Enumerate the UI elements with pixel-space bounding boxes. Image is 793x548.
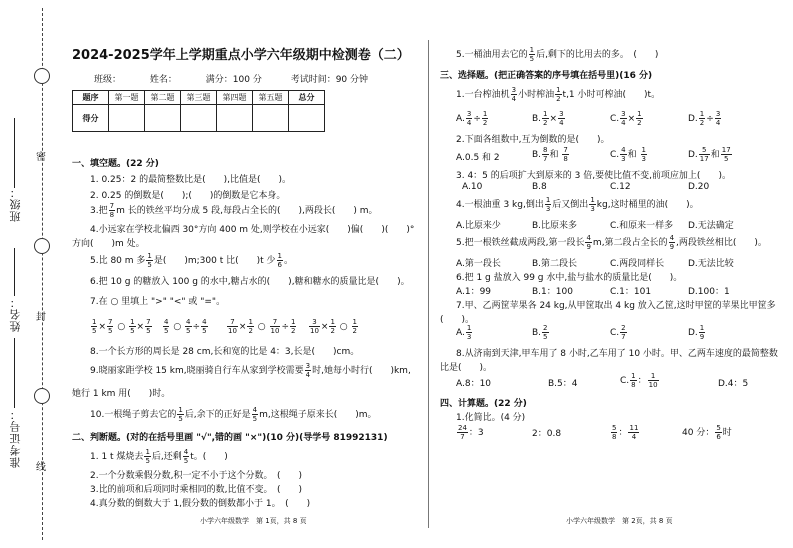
score-cell[interactable] bbox=[109, 105, 145, 132]
choice-3-option-b[interactable]: B.8 bbox=[532, 182, 547, 192]
fraction: $\frac{1}{5}$ bbox=[145, 448, 150, 465]
score-header-cell: 总分 bbox=[289, 91, 325, 105]
calc-item-1: $\frac{24}{7}$ ：3 bbox=[458, 424, 484, 441]
score-table-header-row bbox=[73, 91, 325, 105]
full-score: 满分：100 分 bbox=[205, 75, 262, 85]
choice-6-option-b[interactable]: B.1：100 bbox=[532, 287, 573, 297]
binding-hole bbox=[34, 238, 50, 254]
choice-4-option-b[interactable]: B.比原来多 bbox=[532, 221, 578, 231]
exam-no-write-line bbox=[14, 338, 15, 408]
choice-2-option-a[interactable]: A.0.5 和 2 bbox=[456, 153, 500, 163]
right-page-footer: 小学六年级数学 第 2页，共 8 页 bbox=[566, 517, 673, 525]
choice-2-option-c[interactable]: C. $\frac{4}{3}$ 和 $\frac{1}{3}$ bbox=[610, 146, 646, 163]
choice-5: 5.把一根铁丝截成两段,第一段长 $\frac{4}{9}$ m,第二段占全长的 $\frac{4}{9}$ ,两段铁丝相比( )。 bbox=[456, 234, 767, 251]
score-cell[interactable] bbox=[145, 105, 181, 132]
fraction: $\frac{3}{4}$ bbox=[511, 86, 517, 103]
choice-5-option-c[interactable]: C.两段同样长 bbox=[610, 259, 665, 269]
choice-6: 6.把 1 g 盐放入 99 g 水中,盐与盐水的质量比是( )。 bbox=[456, 273, 683, 283]
left-page-footer: 小学六年级数学 第 1页，共 8 页 bbox=[200, 517, 307, 525]
choice-1-option-b[interactable]: B. $\frac{1}{2}$ × $\frac{3}{4}$ bbox=[532, 110, 564, 127]
fraction: $\frac{4}{5}$ bbox=[183, 448, 189, 465]
choice-6-option-c[interactable]: C.1：101 bbox=[610, 287, 652, 297]
score-cell[interactable] bbox=[289, 105, 325, 132]
section-calc: 四、计算题。(22 分) bbox=[440, 399, 527, 409]
student-info-row bbox=[94, 72, 394, 85]
score-header-cell: 第三题 bbox=[181, 91, 217, 105]
binding-hole bbox=[34, 68, 50, 84]
choice-4-option-c[interactable]: C.和原来一样多 bbox=[610, 221, 674, 231]
choice-7-option-b[interactable]: B. $\frac{2}{5}$ bbox=[532, 324, 548, 341]
choice-4: 4.一根油重 3 kg,倒出 $\frac{1}{3}$ 后又倒出 $\frac{1}{3}$ kg,这时桶里的油( )。 bbox=[456, 196, 699, 213]
score-table bbox=[72, 90, 325, 132]
section-judge: 二、判断题。(对的在括号里画 "√",错的画 "×")(10 分)(导学号 81992131) bbox=[72, 433, 388, 443]
calc-item-3: $\frac{5}{8}$ ： $\frac{11}{4}$ bbox=[612, 424, 639, 441]
class-write-line bbox=[14, 118, 15, 188]
strip-name-label: 姓名： bbox=[9, 296, 22, 332]
choice-8: 8.从济南到天津,甲车用了 8 小时,乙车用了 10 小时。甲、乙两车速度的最简整数 bbox=[456, 349, 778, 359]
judge-4: 4.真分数的倒数大于 1,假分数的倒数都小于 1。 ( ) bbox=[90, 499, 311, 509]
compare-item-2: $\frac{4}{5}$ ○ $\frac{4}{5}$ ÷ $\frac{4}{5}$ bbox=[164, 318, 207, 335]
seal-char-2: 封 bbox=[36, 312, 46, 323]
strip-class-label: 班级： bbox=[9, 186, 22, 222]
choice-3-option-a[interactable]: A.10 bbox=[462, 182, 483, 192]
question-6: 6.把 10 g 的糖放入 100 g 的水中,糖占水的( ),糖和糖水的质量比是( )。 bbox=[90, 277, 410, 287]
compare-item-3: $\frac{7}{10}$ × $\frac{1}{2}$ ○ $\frac{7}{10}$ ÷ $\frac{1}{2}$ bbox=[228, 318, 296, 335]
score-header-cell: 题序 bbox=[73, 91, 109, 105]
choice-8-option-a[interactable]: A.8：10 bbox=[456, 379, 492, 389]
choice-3-option-c[interactable]: C.12 bbox=[610, 182, 631, 192]
choice-1-option-a[interactable]: A. $\frac{3}{4}$ ÷ $\frac{1}{2}$ bbox=[456, 110, 488, 127]
judge-3: 3.比的前项和后项同时乘相同的数,比值不变。 ( ) bbox=[90, 485, 302, 495]
compare-item-1: $\frac{1}{5}$ × $\frac{7}{5}$ ○ $\frac{1}{5}$ × $\frac{7}{5}$ bbox=[92, 318, 151, 335]
fraction: $\frac{1}{2}$ bbox=[556, 86, 561, 103]
choice-5-option-b[interactable]: B.第二段长 bbox=[532, 259, 578, 269]
choice-8-option-c[interactable]: C. $\frac{1}{8}$ ： $\frac{1}{10}$ bbox=[620, 372, 658, 389]
class-label: 班级： bbox=[94, 75, 122, 85]
question-3: 3.把 $\frac{7}{8}$ m 长的铁丝平均分成 5 段,每段占全长的( ),两段长( ) m。 bbox=[90, 202, 378, 219]
judge-2: 2.一个分数乘假分数,积一定不小于这个分数。 ( ) bbox=[90, 471, 302, 481]
score-cell[interactable] bbox=[181, 105, 217, 132]
fraction: $\frac{3}{4}$ bbox=[305, 362, 311, 379]
fraction: $\frac{1}{3}$ bbox=[590, 196, 595, 213]
judge-1: 1. 1 t 煤烧去 $\frac{1}{5}$ 后,还剩 $\frac{4}{5}$ t。( ) bbox=[90, 448, 228, 465]
choice-6-option-d[interactable]: D.100：1 bbox=[688, 287, 730, 297]
exam-title: 2024-2025学年上学期重点小学六年级期中检测卷（二） bbox=[72, 48, 410, 63]
choice-4-option-a[interactable]: A.比原来少 bbox=[456, 221, 501, 231]
question-1: 1. 0.25：2 的最简整数比是( ),比值是( )。 bbox=[90, 175, 291, 185]
choice-5-option-d[interactable]: D.无法比较 bbox=[688, 259, 734, 269]
choice-2-option-b[interactable]: B. $\frac{8}{7}$ 和 $\frac{7}{8}$ bbox=[532, 146, 568, 163]
score-row-label: 得分 bbox=[73, 105, 109, 132]
fraction: $\frac{1}{5}$ bbox=[529, 46, 535, 63]
name-write-line bbox=[14, 248, 15, 296]
question-7: 7.在 ○ 里填上 ">" "<" 或 "="。 bbox=[90, 297, 226, 307]
calc-item-2: 2：0.8 bbox=[532, 429, 562, 439]
choice-1-option-c[interactable]: C. $\frac{3}{4}$ × $\frac{1}{2}$ bbox=[610, 110, 642, 127]
question-4a: 4.小远家在学校北偏西 30°方向 400 m 处,则学校在小远家( )偏( )( )° bbox=[90, 225, 415, 235]
fraction: $\frac{1}{3}$ bbox=[545, 196, 551, 213]
score-header-cell: 第四题 bbox=[217, 91, 253, 105]
page-divider bbox=[428, 40, 429, 528]
score-header-cell: 第五题 bbox=[253, 91, 289, 105]
choice-7-option-c[interactable]: C. $\frac{2}{7}$ bbox=[610, 324, 626, 341]
fraction: $\frac{4}{9}$ bbox=[669, 234, 675, 251]
score-header-cell: 第二题 bbox=[145, 91, 181, 105]
question-8: 8.一个长方形的周长是 28 cm,长和宽的比是 4：3,长是( )cm。 bbox=[90, 347, 360, 357]
choice-7: 7.甲、乙两筐苹果各 24 kg,从甲筐取出 4 kg 放入乙筐,这时甲筐的苹果比甲筐多 bbox=[456, 301, 776, 311]
choice-7b: ( )。 bbox=[440, 315, 475, 325]
calc-item-4: 40 分： $\frac{5}{6}$ 时 bbox=[682, 424, 732, 441]
section-fill-blank: 一、填空题。(22 分) bbox=[72, 159, 159, 169]
score-header-cell: 第一题 bbox=[109, 91, 145, 105]
choice-5-option-a[interactable]: A.第一段长 bbox=[456, 259, 501, 269]
choice-6-option-a[interactable]: A.1：99 bbox=[456, 287, 492, 297]
question-2: 2. 0.25 的倒数是( );( )的倒数是它本身。 bbox=[90, 191, 286, 201]
choice-1-option-d[interactable]: D. $\frac{1}{2}$ ÷ $\frac{3}{4}$ bbox=[688, 110, 721, 127]
seal-char-3: 线 bbox=[36, 462, 46, 473]
calc-1: 1.化简比。(4 分) bbox=[456, 413, 526, 423]
choice-1: 1.一台榨油机 $\frac{3}{4}$ 小时榨油 $\frac{1}{2}$ t,1 小时可榨油( )t。 bbox=[456, 86, 661, 103]
choice-2-option-d[interactable]: D. $\frac{5}{17}$ 和 $\frac{17}{5}$ bbox=[688, 146, 731, 163]
question-9b: 她行 1 km 用( )时。 bbox=[72, 389, 171, 399]
choice-8b: 比是( )。 bbox=[440, 363, 493, 373]
choice-3-option-d[interactable]: D.20 bbox=[688, 182, 710, 192]
name-label: 姓名： bbox=[149, 75, 177, 85]
choice-7-option-a[interactable]: A. $\frac{1}{3}$ bbox=[456, 324, 472, 341]
binding-strip bbox=[6, 8, 46, 540]
binding-hole bbox=[34, 388, 50, 404]
section-choice: 三、选择题。(把正确答案的序号填在括号里)(16 分) bbox=[440, 71, 653, 81]
exam-time: 考试时间：90 分钟 bbox=[290, 75, 369, 85]
choice-8-option-b[interactable]: B.5：4 bbox=[548, 379, 578, 389]
fraction: $\frac{4}{9}$ bbox=[586, 234, 591, 251]
fraction: $\frac{1}{6}$ bbox=[277, 252, 282, 269]
choice-2: 2.下面各组数中,互为倒数的是( )。 bbox=[456, 135, 610, 145]
choice-4-option-d[interactable]: D.无法确定 bbox=[688, 221, 734, 231]
strip-exam-no-label: 准考证号： bbox=[9, 408, 22, 468]
fraction: $\frac{1}{5}$ bbox=[178, 406, 183, 423]
question-5: 5.比 80 m 多 $\frac{1}{5}$ 是( )m;300 t 比( )t 少 $\frac{1}{6}$ 。 bbox=[90, 252, 294, 269]
compare-item-4: $\frac{3}{10}$ × $\frac{1}{2}$ ○ $\frac{1}{2}$ bbox=[310, 318, 357, 335]
choice-3: 3. 4：5 的后项扩大到原来的 3 倍,要使比值不变,前项应加上( )。 bbox=[456, 171, 731, 181]
fraction: $\frac{1}{5}$ bbox=[147, 252, 152, 269]
score-cell[interactable] bbox=[253, 105, 289, 132]
fraction: $\frac{4}{5}$ bbox=[252, 406, 258, 423]
choice-7-option-d[interactable]: D. $\frac{1}{9}$ bbox=[688, 324, 705, 341]
question-9: 9.晓丽家距学校 15 km,晓丽骑自行车从家到学校需要 $\frac{3}{4}$ 时,她每小时行( )km, bbox=[90, 362, 411, 379]
score-table-score-row bbox=[73, 105, 325, 132]
score-cell[interactable] bbox=[217, 105, 253, 132]
choice-8-option-d[interactable]: D.4：5 bbox=[718, 379, 749, 389]
seal-char-1: 密 bbox=[36, 152, 46, 163]
question-4b: 方向( )m 处。 bbox=[72, 239, 145, 249]
judge-5: 5.一桶油用去它的 $\frac{1}{5}$ 后,剩下的比用去的多。 ( ) bbox=[456, 46, 659, 63]
fraction: $\frac{7}{8}$ bbox=[109, 202, 115, 219]
question-10: 10.一根绳子剪去它的 $\frac{1}{5}$ 后,余下的正好是 $\frac{4}{5}$ m,这根绳子原来长( )m。 bbox=[90, 406, 377, 423]
